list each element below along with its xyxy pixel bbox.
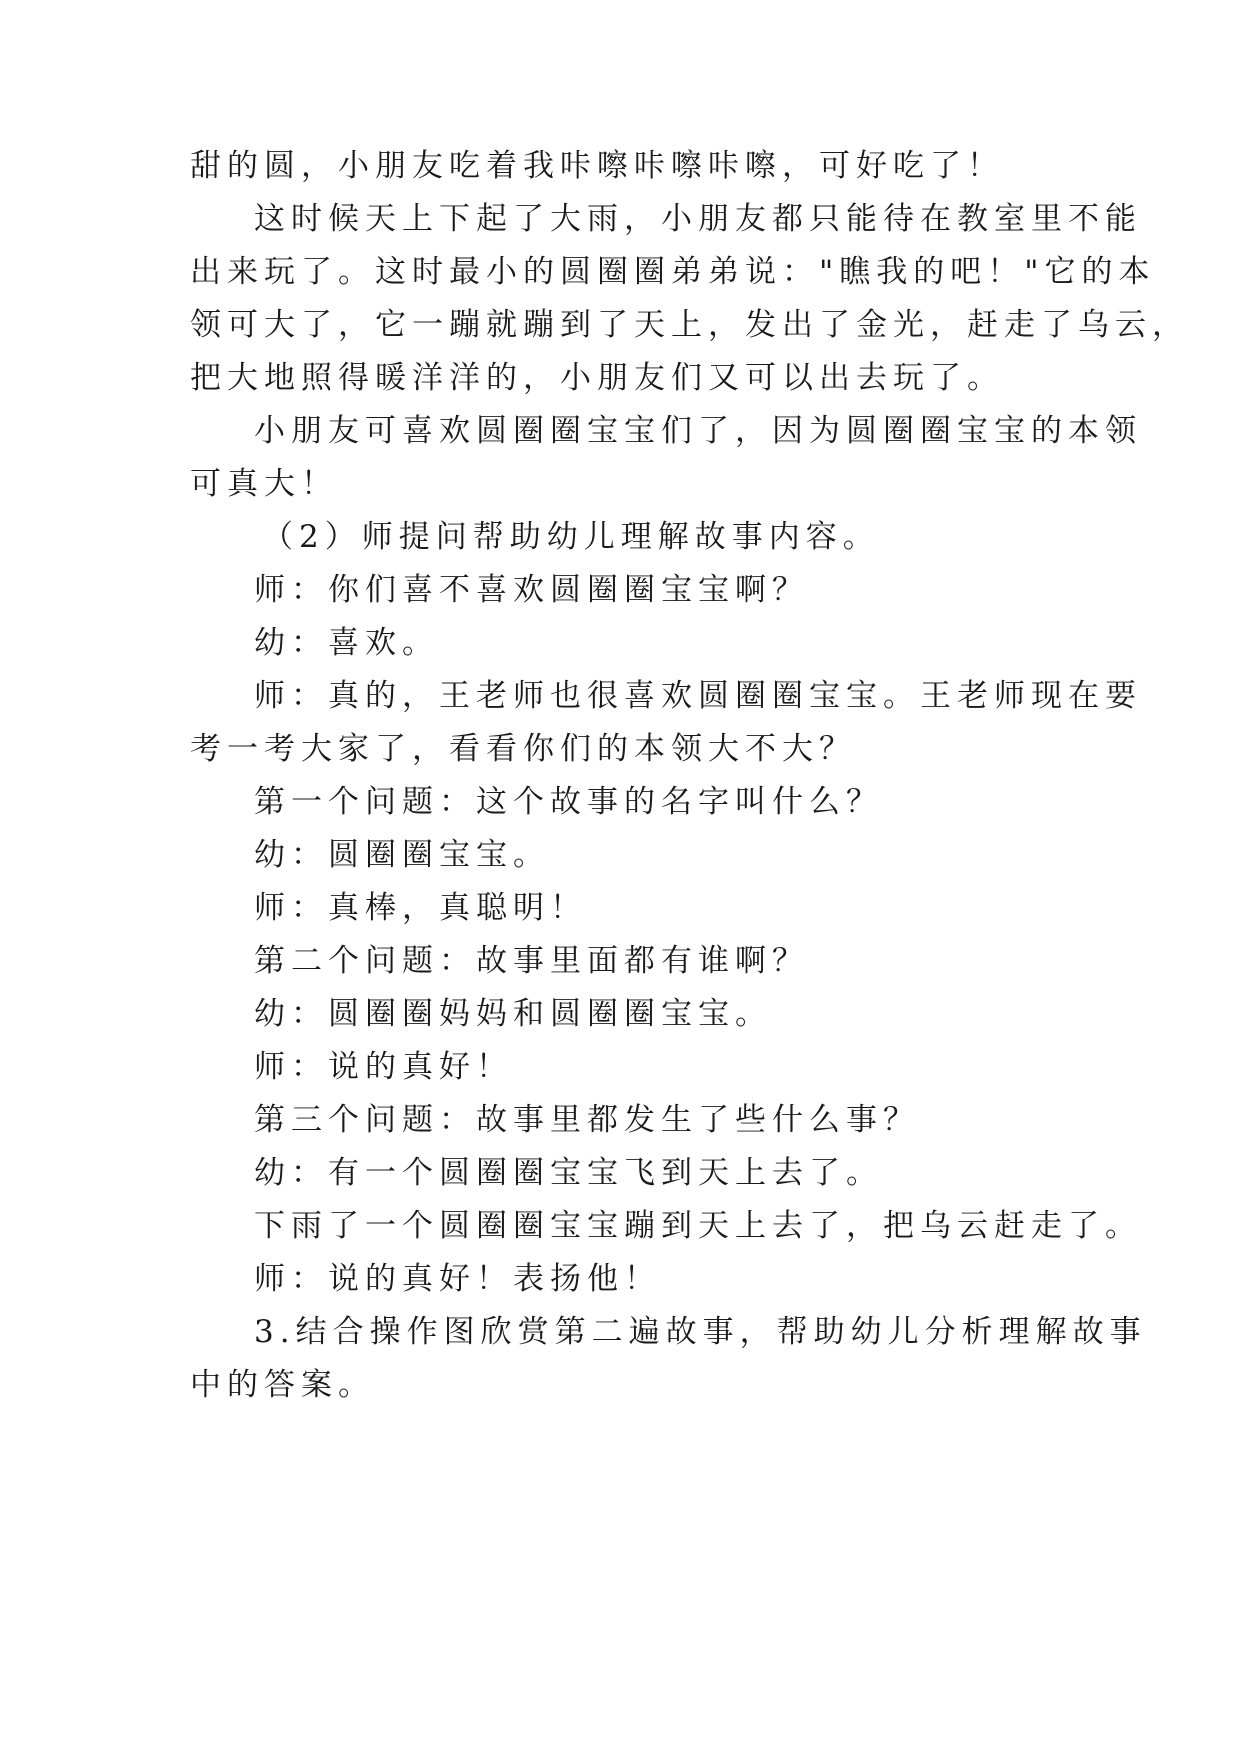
dialogue-line: 幼：圆圈圈妈妈和圆圈圈宝宝。: [254, 996, 772, 1032]
story-paragraph-start: 这时候天上下起了大雨，小朋友都只能待在教室里不能: [254, 201, 1142, 237]
dialogue-line: 师：说的真好！: [254, 1049, 513, 1085]
document-page: [190, 0, 1189, 1754]
story-line: 把大地照得暖洋洋的，小朋友们又可以出去玩了。: [190, 360, 1004, 396]
dialogue-line: 师：真的，王老师也很喜欢圆圈圈宝宝。王老师现在要: [254, 678, 1142, 714]
story-line: 领可大了，它一蹦就蹦到了天上，发出了金光，赶走了乌云，: [190, 307, 1189, 343]
dialogue-line: 幼：喜欢。: [254, 625, 439, 661]
dialogue-line: 师：真棒，真聪明！: [254, 890, 587, 926]
section-heading: 3.结合操作图欣赏第二遍故事，帮助幼儿分析理解故事: [254, 1314, 1147, 1350]
dialogue-line: 师：你们喜不喜欢圆圈圈宝宝啊？: [254, 572, 809, 608]
dialogue-line: 幼：有一个圆圈圈宝宝飞到天上去了。: [254, 1155, 883, 1191]
dialogue-line: 幼：圆圈圈宝宝。: [254, 837, 550, 873]
story-line: 可真大！: [190, 466, 338, 502]
story-line: 中的答案。: [190, 1367, 375, 1403]
question-line: 第二个问题：故事里面都有谁啊？: [254, 943, 809, 979]
dialogue-line: 考一考大家了，看看你们的本领大不大？: [190, 731, 856, 767]
story-paragraph-start: 小朋友可喜欢圆圈圈宝宝们了，因为圆圈圈宝宝的本领: [254, 413, 1142, 449]
story-line: 出来玩了。这时最小的圆圈圈弟弟说："瞧我的吧！"它的本: [190, 254, 1156, 290]
story-line: 甜的圆，小朋友吃着我咔嚓咔嚓咔嚓，可好吃了！: [190, 148, 1004, 184]
section-heading: （2）师提问帮助幼儿理解故事内容。: [262, 519, 880, 555]
dialogue-line: 下雨了一个圆圈圈宝宝蹦到天上去了，把乌云赶走了。: [254, 1208, 1142, 1244]
question-line: 第一个问题：这个故事的名字叫什么？: [254, 784, 883, 820]
question-line: 第三个问题：故事里都发生了些什么事？: [254, 1102, 920, 1138]
dialogue-line: 师：说的真好！表扬他！: [254, 1261, 661, 1297]
